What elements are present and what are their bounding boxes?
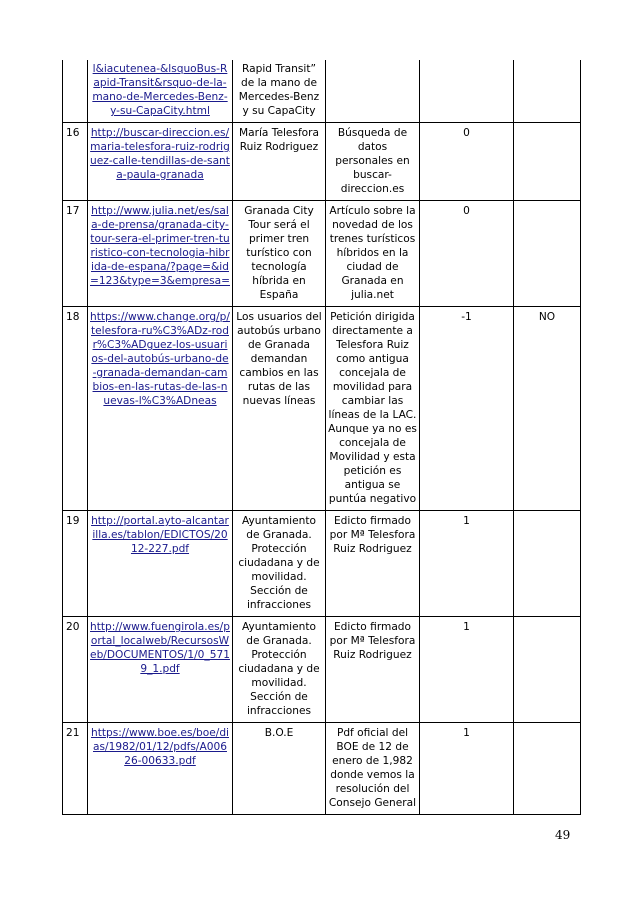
flag-cell — [514, 723, 581, 815]
title-cell: B.O.E — [233, 723, 326, 815]
score-cell: -1 — [420, 307, 514, 511]
score-cell: 1 — [420, 617, 514, 723]
url-cell — [88, 123, 233, 201]
title-cell: Rapid Transit” de la mano de Mercedes-Benz y su CapaCity — [233, 60, 326, 123]
score-cell: 1 — [420, 723, 514, 815]
url-cell — [88, 60, 233, 123]
table-row — [63, 123, 581, 201]
title-cell: Ayuntamiento de Granada. Protección ciudadana y de movilidad. Sección de infracciones — [233, 617, 326, 723]
url-link[interactable]: http://portal.ayto-alcantarilla.es/tablon/EDICTOS/2012-227.pdf — [91, 515, 229, 555]
flag-cell — [514, 60, 581, 123]
table-row — [63, 60, 581, 123]
url-cell — [88, 723, 233, 815]
description-cell: Edicto firmado por Mª Telesfora Ruiz Rodriguez — [326, 511, 420, 617]
row-number: 21 — [63, 723, 88, 815]
description-cell: Búsqueda de datos personales en buscar-direccion.es — [326, 123, 420, 201]
row-number: 18 — [63, 307, 88, 511]
score-cell: 1 — [420, 511, 514, 617]
results-table — [62, 60, 581, 815]
description-cell — [326, 60, 420, 123]
title-cell: María Telesfora Ruiz Rodriguez — [233, 123, 326, 201]
score-cell: 0 — [420, 123, 514, 201]
url-link[interactable]: http://www.fuengirola.es/portal_localweb/RecursosWeb/DOCUMENTOS/1/0_5719_1.pdf — [90, 621, 230, 675]
row-number: 20 — [63, 617, 88, 723]
title-cell: Los usuarios del autobús urbano de Granada demandan cambios en las rutas de las nuevas líneas — [233, 307, 326, 511]
flag-cell — [514, 123, 581, 201]
url-link[interactable]: l&iacutenea-&lsquoBus-Rapid-Transit&rsquo-de-la-mano-de-Mercedes-Benz-y-su-CapaCity.html — [92, 63, 228, 117]
title-cell: Ayuntamiento de Granada. Protección ciudadana y de movilidad. Sección de infracciones — [233, 511, 326, 617]
url-cell — [88, 511, 233, 617]
description-cell: Artículo sobre la novedad de los trenes turísticos híbridos en la ciudad de Granada en julia.net — [326, 201, 420, 307]
score-cell: 0 — [420, 201, 514, 307]
description-cell: Edicto firmado por Mª Telesfora Ruiz Rodriguez — [326, 617, 420, 723]
table-row — [63, 511, 581, 617]
url-link[interactable]: https://www.boe.es/boe/dias/1982/01/12/pdfs/A00626-00633.pdf — [90, 727, 230, 767]
table-row — [63, 201, 581, 307]
url-link[interactable]: http://www.julia.net/es/sala-de-prensa/granada-city-tour-sera-el-primer-tren-turistico-con-tecnologia-hibrida-de-espana/?page=&id=123&type=3&empresa= — [90, 205, 230, 287]
flag-cell — [514, 617, 581, 723]
url-link[interactable]: http://buscar-direccion.es/maria-telesfora-ruiz-rodriguez-calle-tendillas-de-santa-paula-granada — [90, 127, 230, 181]
url-cell — [88, 617, 233, 723]
row-number: 19 — [63, 511, 88, 617]
description-cell: Petición dirigida directamente a Telesfora Ruiz como antigua concejala de movilidad para cambiar las líneas de la LAC. Aunque ya no es concejala de Movilidad y esta petición es antigua se puntúa negativo — [326, 307, 420, 511]
row-number: 17 — [63, 201, 88, 307]
flag-cell — [514, 511, 581, 617]
description-cell: Pdf oficial del BOE de 12 de enero de 1,982 donde vemos la resolución del Consejo General — [326, 723, 420, 815]
url-cell — [88, 201, 233, 307]
page-number: 49 — [555, 828, 571, 842]
score-cell — [420, 60, 514, 123]
title-cell: Granada City Tour será el primer tren turístico con tecnología híbrida en España — [233, 201, 326, 307]
table-row — [63, 617, 581, 723]
row-number — [63, 60, 88, 123]
url-cell — [88, 307, 233, 511]
flag-cell — [514, 201, 581, 307]
row-number: 16 — [63, 123, 88, 201]
url-link[interactable]: https://www.change.org/p/telesfora-ru%C3%ADz-rodr%C3%ADguez-los-usuarios-del-autobús-urbano-de-granada-demandan-cambios-en-las-rutas-de-las-nuevas-l%C3%ADneas — [90, 311, 230, 407]
table-row — [63, 307, 581, 511]
flag-cell: NO — [514, 307, 581, 511]
table-row — [63, 723, 581, 815]
